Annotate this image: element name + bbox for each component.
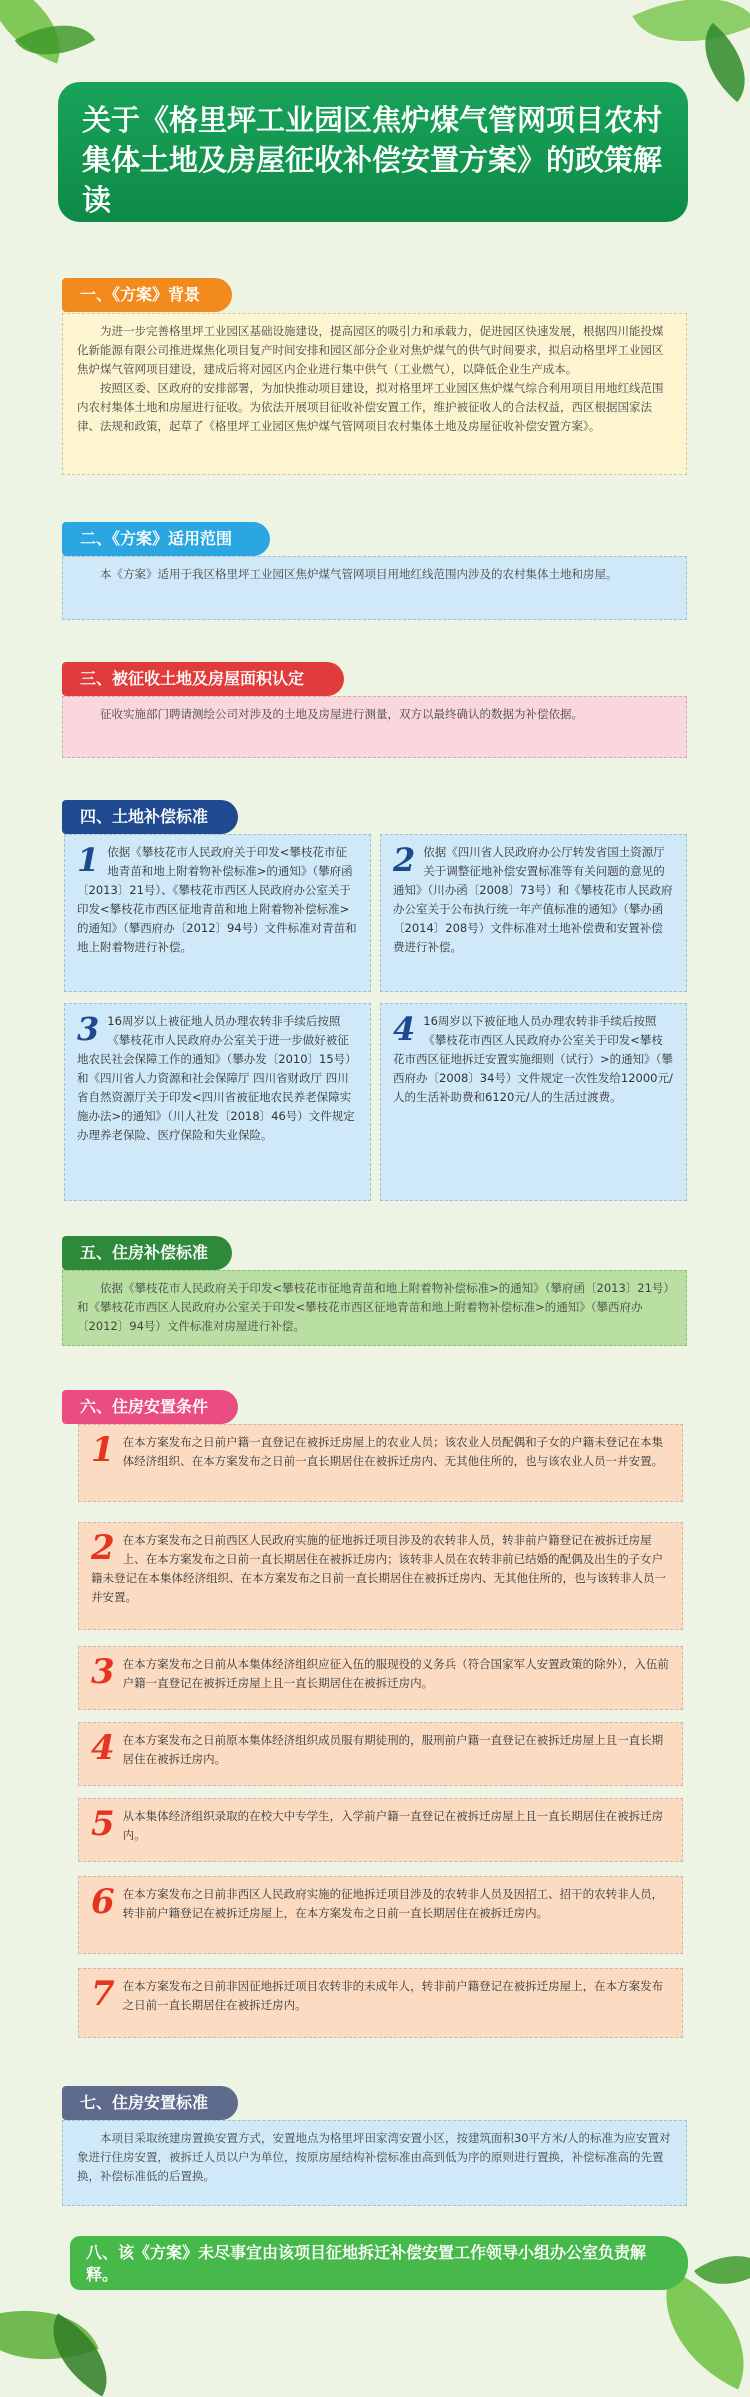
card-text: 16周岁以下被征地人员办理农转非手续后按照《攀枝花市西区人民政府办公室关于印发<攀枝花市西区征地拆迁安置实施细则（试行）>的通知》（攀西府办〔2008〕34号）文件规定一次性发给12000元/人的生活补助费和6120元/人的生活过渡费。 xyxy=(393,1014,673,1104)
section-5-body xyxy=(62,1270,687,1346)
section-6-heading: 六、住房安置条件 xyxy=(62,1390,238,1424)
section-3-paragraph: 征收实施部门聘请测绘公司对涉及的土地及房屋进行测量，双方以最终确认的数据为补偿依据。 xyxy=(100,707,583,721)
condition-text: 在本方案发布之日前西区人民政府实施的征地拆迁项目涉及的农转非人员，转非前户籍登记在被拆迁房屋上、在本方案发布之日前一直长期居住在被拆迁房内；该转非人员在农转非前已结婚的配偶及出生的子女户籍未登记在本集体经济组织、在本方案发布之日前一直长期居住在被拆迁房内、无其他住所的，也与该转非人员一并安置。 xyxy=(91,1533,666,1604)
land-compensation-card-2 xyxy=(380,834,687,992)
section-8-note: 八、该《方案》未尽事宜由该项目征地拆迁补偿安置工作领导小组办公室负责解释。 xyxy=(70,2236,688,2290)
housing-condition-3 xyxy=(78,1646,683,1710)
housing-condition-4 xyxy=(78,1722,683,1786)
section-7-paragraph: 本项目采取统建房置换安置方式，安置地点为格里坪田家湾安置小区，按建筑面积30平方米/人的标准为应安置对象进行住房安置，被拆迁人员以户为单位，按原房屋结构补偿标准由高到低为序的原则进行置换，补偿标准高的先置换，补偿标准低的后置换。 xyxy=(77,2131,671,2183)
section-4-heading: 四、土地补偿标准 xyxy=(62,800,238,834)
section-5-heading: 五、住房补偿标准 xyxy=(62,1236,232,1270)
section-2-body xyxy=(62,556,687,620)
card-text: 依据《攀枝花市人民政府关于印发<攀枝花市征地青苗和地上附着物补偿标准>的通知》（攀府函〔2013〕21号）、《攀枝花市西区人民政府办公室关于印发<攀枝花市西区征地青苗和地上附着物补偿标准>的通知》（攀西府办〔2012〕94号）文件标准对青苗和地上附着物进行补偿。 xyxy=(77,845,357,954)
card-text: 16周岁以上被征地人员办理农转非手续后按照《攀枝花市人民政府办公室关于进一步做好被征地农民社会保障工作的通知》（攀办发〔2010〕15号）和《四川省人力资源和社会保障厅 四川省财政厅 四川省自然资源厅关于印发<四川省被征地农民养老保障实施办法>的通知》（川人社发〔2018〕46号）文件规定办理养老保险、医疗保险和失业保险。 xyxy=(77,1014,357,1142)
section-3-heading: 三、被征收土地及房屋面积认定 xyxy=(62,662,344,696)
section-3-body xyxy=(62,696,687,758)
condition-number: 7 xyxy=(91,1974,115,2014)
section-2-heading: 二、《方案》适用范围 xyxy=(62,522,270,556)
section-1-body xyxy=(62,313,687,475)
condition-text: 从本集体经济组织录取的在校大中专学生，入学前户籍一直登记在被拆迁房屋上且一直长期居住在被拆迁房内。 xyxy=(122,1809,664,1842)
section-2-paragraph: 本《方案》适用于我区格里坪工业园区焦炉煤气管网项目用地红线范围内涉及的农村集体土地和房屋。 xyxy=(100,567,618,581)
land-compensation-card-4 xyxy=(380,1003,687,1201)
card-number: 4 xyxy=(393,1010,416,1048)
land-compensation-card-3 xyxy=(64,1003,371,1201)
condition-text: 在本方案发布之日前从本集体经济组织应征入伍的服现役的义务兵（符合国家军人安置政策的除外），入伍前户籍一直登记在被拆迁房屋上且一直长期居住在被拆迁房内。 xyxy=(122,1657,669,1690)
section-1-paragraph-2: 按照区委、区政府的安排部署，为加快推动项目建设，拟对格里坪工业园区焦炉煤气综合利用项目用地红线范围内农村集体土地和房屋进行征收。为依法开展项目征收补偿安置工作，维护被征收人的合法权益，西区根据国家法律、法规和政策，起草了《格里坪工业园区焦炉煤气管网项目农村集体土地及房屋征收补偿安置方案》。 xyxy=(77,381,664,433)
section-7-body xyxy=(62,2120,687,2206)
section-1-heading: 一、《方案》背景 xyxy=(62,278,232,312)
section-7-heading: 七、住房安置标准 xyxy=(62,2086,238,2120)
page-title: 关于《格里坪工业园区焦炉煤气管网项目农村集体土地及房屋征收补偿安置方案》的政策解读 xyxy=(58,82,688,222)
card-number: 1 xyxy=(77,841,100,879)
card-number: 3 xyxy=(77,1010,100,1048)
condition-number: 5 xyxy=(91,1804,115,1844)
condition-text: 在本方案发布之日前非因征地拆迁项目农转非的未成年人，转非前户籍登记在被拆迁房屋上，在本方案发布之日前一直长期居住在被拆迁房内。 xyxy=(122,1979,664,2012)
section-1-paragraph-1: 为进一步完善格里坪工业园区基础设施建设，提高园区的吸引力和承载力，促进园区快速发展，根据四川能投煤化新能源有限公司推进煤焦化项目复产时间安排和园区部分企业对焦炉煤气的供气时间要求，拟启动格里坪工业园区焦炉煤气管网项目建设，建成后将对园区内企业进行集中供气（工业燃气），以降低企业生产成本。 xyxy=(77,324,664,376)
condition-text: 在本方案发布之日前户籍一直登记在被拆迁房屋上的农业人员；该农业人员配偶和子女的户籍未登记在本集体经济组织、在本方案发布之日前一直长期居住在被拆迁房内、无其他住所的，也与该农业人员一并安置。 xyxy=(122,1435,664,1468)
card-text: 依据《四川省人民政府办公厅转发省国土资源厅关于调整征地补偿安置标准等有关问题的意见的通知》（川办函〔2008〕73号）和《攀枝花市人民政府办公室关于公布执行统一年产值标准的通知》（攀办函〔2014〕208号）文件标准对土地补偿费和安置补偿费进行补偿。 xyxy=(393,845,673,954)
section-5-paragraph: 依据《攀枝花市人民政府关于印发<攀枝花市征地青苗和地上附着物补偿标准>的通知》（攀府函〔2013〕21号）和《攀枝花市西区人民政府办公室关于印发<攀枝花市西区征地青苗和地上附着物补偿标准>的通知》（攀西府办〔2012〕94号）文件标准对房屋进行补偿。 xyxy=(77,1281,670,1333)
condition-number: 6 xyxy=(91,1882,115,1922)
housing-condition-2 xyxy=(78,1522,683,1630)
condition-number: 1 xyxy=(91,1430,115,1470)
housing-condition-6 xyxy=(78,1876,683,1954)
condition-number: 2 xyxy=(91,1528,115,1568)
housing-condition-5 xyxy=(78,1798,683,1862)
housing-condition-1 xyxy=(78,1424,683,1502)
condition-number: 4 xyxy=(91,1728,115,1768)
housing-condition-7 xyxy=(78,1968,683,2038)
condition-text: 在本方案发布之日前非西区人民政府实施的征地拆迁项目涉及的农转非人员及因招工、招干的农转非人员，转非前户籍登记在被拆迁房屋上，在本方案发布之日前一直长期居住在被拆迁房内。 xyxy=(122,1887,664,1920)
card-number: 2 xyxy=(393,841,416,879)
land-compensation-card-1 xyxy=(64,834,371,992)
condition-text: 在本方案发布之日前原本集体经济组织成员服有期徒刑的，服刑前户籍一直登记在被拆迁房屋上且一直长期居住在被拆迁房内。 xyxy=(122,1733,664,1766)
condition-number: 3 xyxy=(91,1652,115,1692)
